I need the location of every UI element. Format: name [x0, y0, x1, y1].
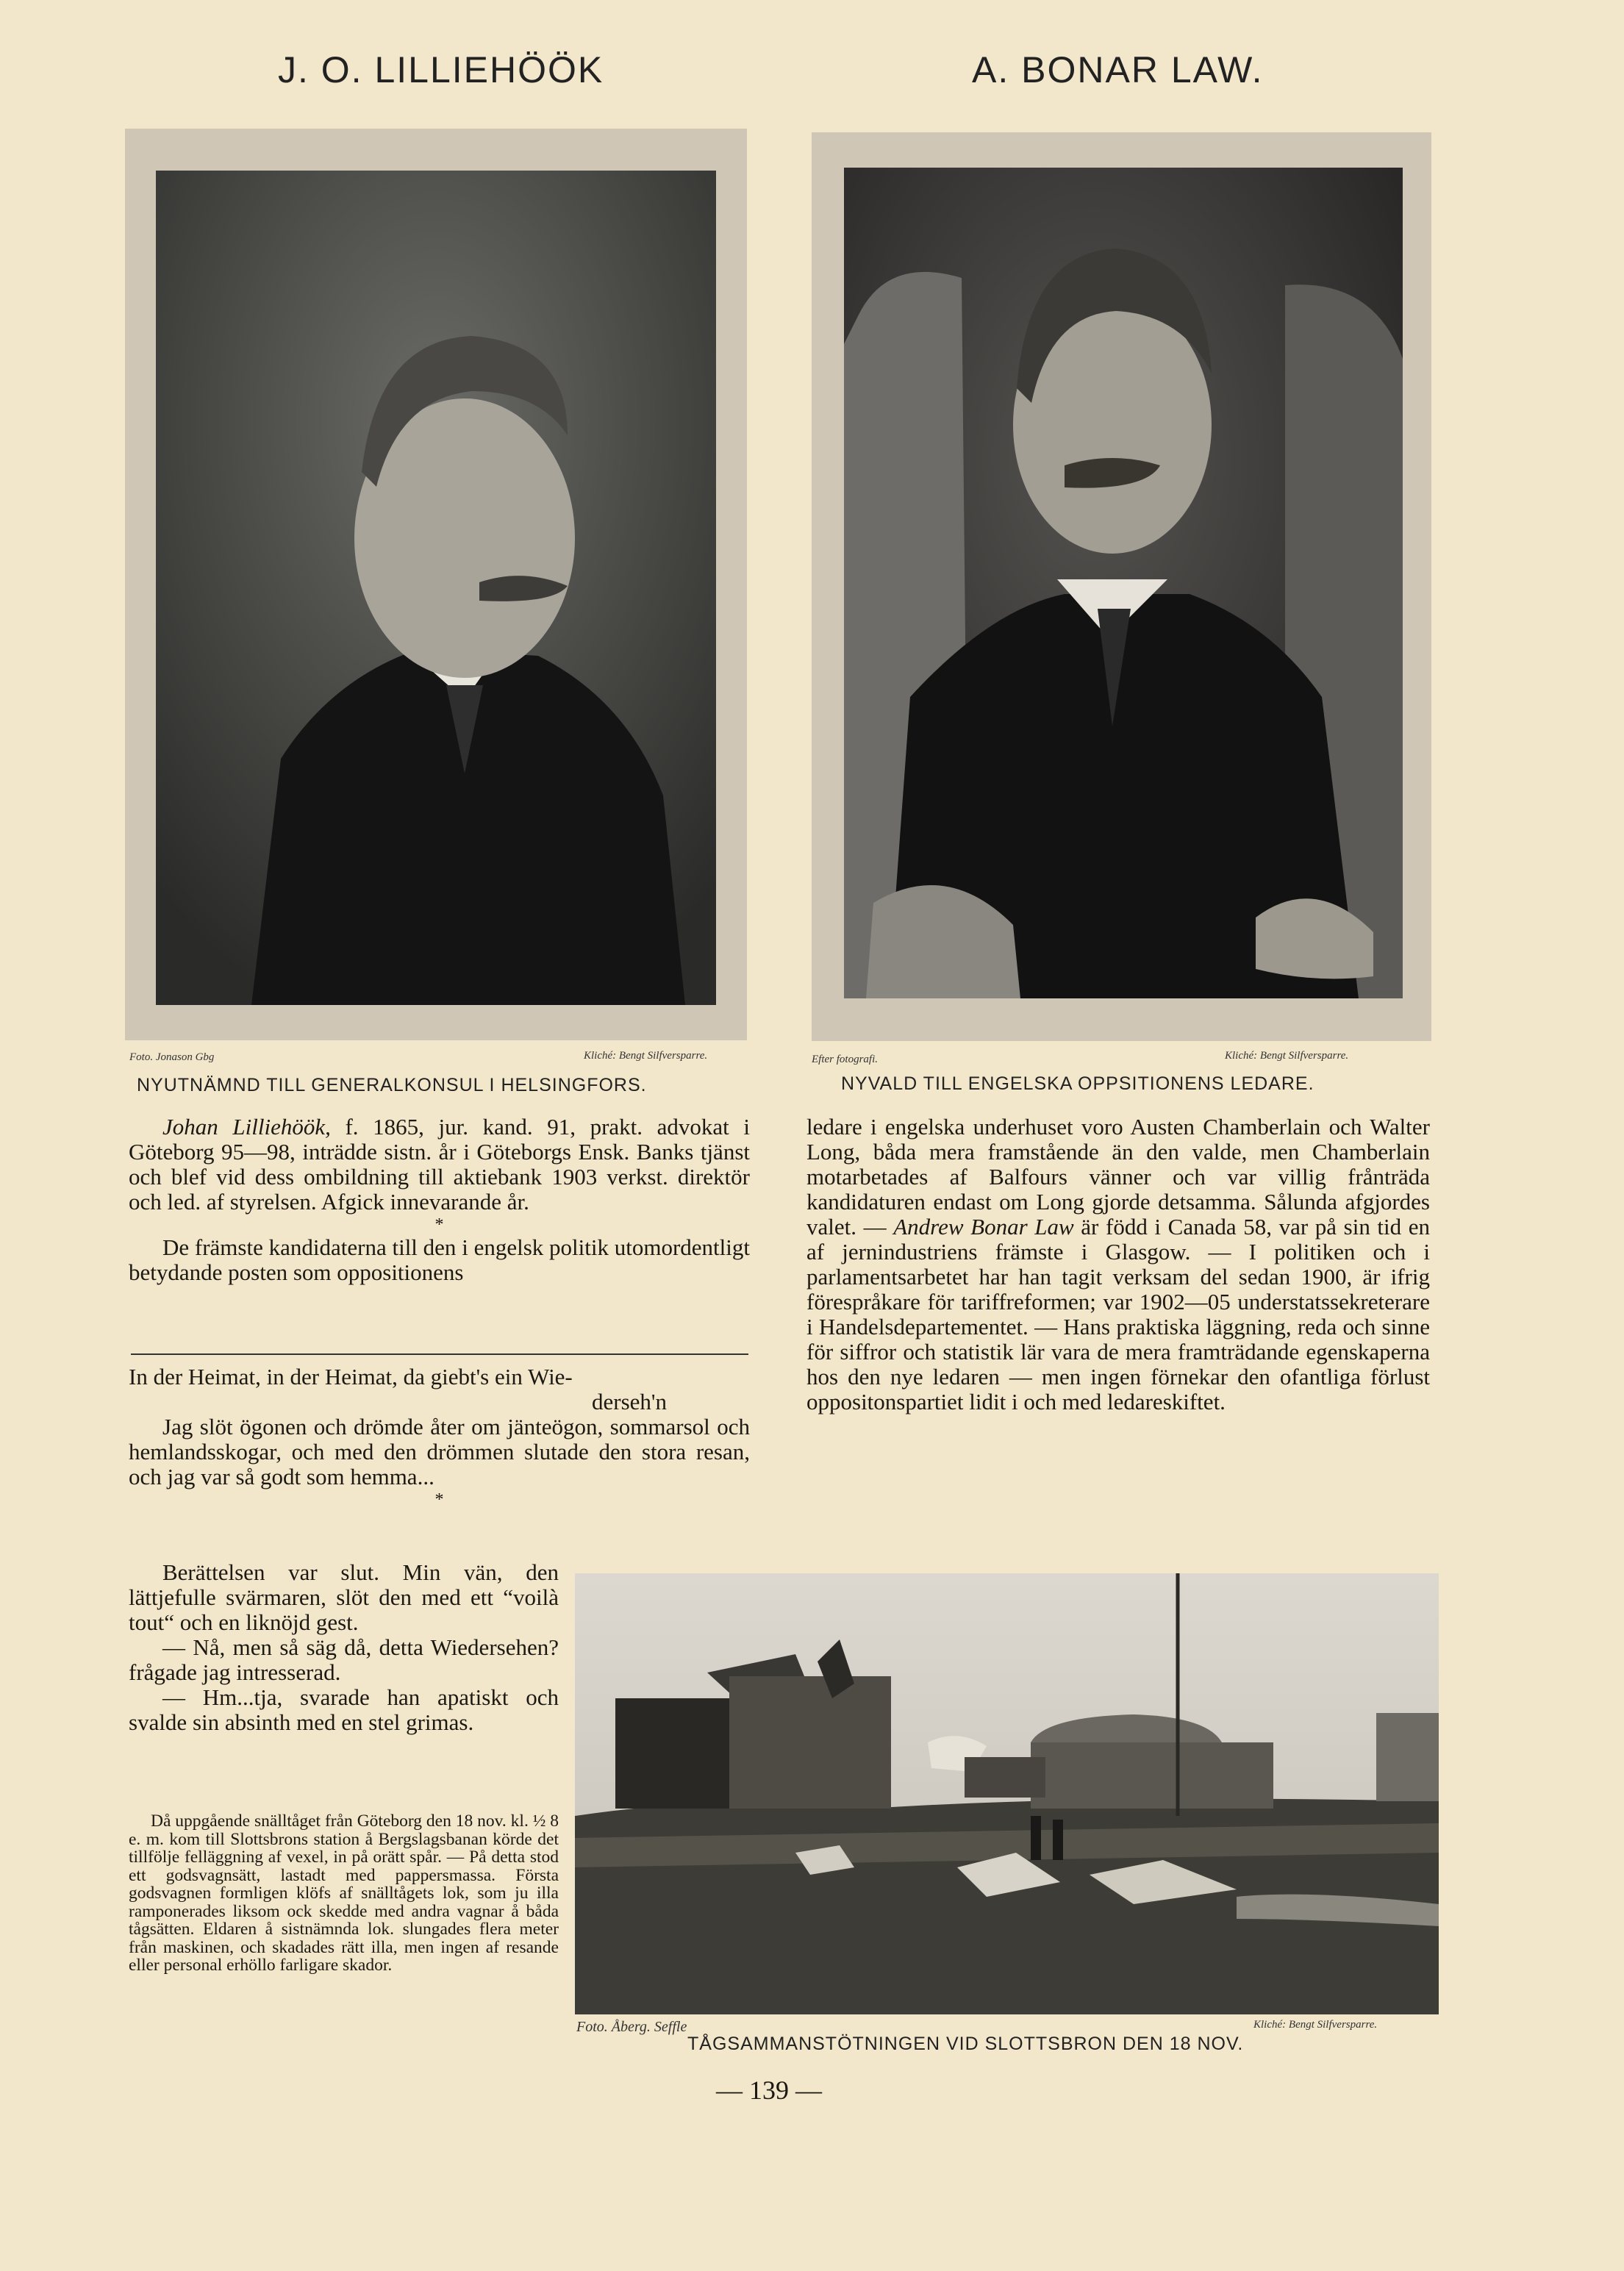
section-divider	[131, 1353, 748, 1355]
left-portrait-caption: NYUTNÄMND TILL GENERALKONSUL I HELSINGFORS.	[137, 1075, 647, 1095]
left-article-name: Johan Lilliehöök,	[162, 1114, 331, 1140]
story-separator: *	[434, 1490, 444, 1509]
left-photo-credit: Foto. Jonason Gbg	[129, 1051, 215, 1063]
left-article-intro: De främste kandidaterna till den i engelsk politik utomordentligt betydande posten som oppositionens	[129, 1234, 750, 1285]
story-bottom	[129, 1560, 559, 1735]
header-right-name: A. BONAR LAW.	[972, 49, 1264, 90]
accident-text: Då uppgående snälltåget från Göteborg den 18 nov. kl. ½ 8 e. m. kom till Slottsbrons station å Bergslagsbanan körde det tillfölje felläggning af vexel, in på orätt spår. — På detta stod ett godsvagnsätt, lastadt med pappersmassa. Första godsvagnen formligen klöfs af snälltågets lok, som ju illa ramponerades liksom ock skedde med andra vagnar å båda tågsätten. Eldaren å sistnämnda lok. slungades flera meter från maskinen, och skadades rätt illa, men ingen af resande eller personal erhöllo farligare skador.	[129, 1812, 559, 1975]
story-song-line1: In der Heimat, in der Heimat, da giebt's ein Wie-	[129, 1364, 573, 1390]
story-para4: — Hm...tja, svarade han apatiskt och svalde sin absinth med en stel grimas.	[129, 1684, 559, 1735]
right-portrait-photo	[844, 168, 1403, 998]
accident-text-block	[129, 1812, 559, 1975]
left-article	[129, 1115, 750, 1285]
left-cliche-credit: Kliché: Bengt Silfversparre.	[584, 1050, 708, 1062]
page-number: — 139 —	[716, 2075, 822, 2105]
right-article-name: Andrew Bonar Law	[893, 1214, 1074, 1240]
train-photo-credit: Foto. Åberg. Seffle	[576, 2019, 687, 2035]
right-cliche-credit: Kliché: Bengt Silfversparre.	[1225, 1050, 1349, 1062]
right-article	[806, 1115, 1430, 1415]
right-article-text-before: ledare i engelska underhuset voro Austen Chamberlain och Walter Long, båda mera framstående än den valde, men Chamberlain motarbetades af Balfours vänner och var villig frånträda kandidaturen endast om Long gjorde detsamma. Sålunda afgjordes valet. —	[806, 1114, 1430, 1240]
train-cliche-credit: Kliché: Bengt Silfversparre.	[1253, 2019, 1378, 2031]
story-para1: Jag slöt ögonen och drömde åter om jänteögon, sommarsol och hemlandsskogar, och med den drömmen slutade den stora resan, och jag var så godt som hemma...	[129, 1414, 750, 1489]
right-portrait-caption: NYVALD TILL ENGELSKA OPPSITIONENS LEDARE.	[841, 1073, 1314, 1094]
story-top	[129, 1365, 750, 1510]
story-para3: — Nå, men så säg då, detta Wiedersehen? frågade jag intresserad.	[129, 1634, 559, 1685]
story-song-line2: derseh'n	[592, 1389, 667, 1415]
left-article-separator: *	[434, 1215, 444, 1234]
train-accident-photo	[575, 1573, 1439, 2014]
left-portrait-photo	[156, 171, 716, 1005]
train-photo-caption: TÅGSAMMANSTÖTNINGEN VID SLOTTSBRON DEN 18 NOV.	[687, 2034, 1244, 2054]
left-article-bio: f. 1865, jur. kand. 91, prakt. advokat i Göteborg 95—98, inträdde sistn. år i Göteborgs Ensk. Banks tjänst och blef vid dess ombildning till aktiebank 1903 verkst. direktör och led. af styrelsen. Afgick innevarande år.	[129, 1114, 751, 1215]
story-para2: Berättelsen var slut. Min vän, den lättjefulle svärmaren, slöt den med ett “voilà tout“ och en liknöjd gest.	[129, 1559, 559, 1635]
header-left-name: J. O. LILLIEHÖÖK	[278, 49, 604, 90]
right-article-text-after: är född i Canada 58, var på sin tid en af jernindustriens främste i Glasgow. — I politiken och i parlamentsarbetet har han tagit verksam del sedan 1900, är ifrig förespråkare för tariffreformen; var 1902—05 understatssekreterare i Handelsdepartementet. — Hans praktiska läggning, reda och sinne för siffror och statistik lär vara de mera framträdande egenskaperna hos den nye ledaren — men ingen förnekar den ofantliga förlust oppositonspartiet lidit i och med ledareskiftet.	[806, 1214, 1431, 1415]
right-photo-credit: Efter fotografi.	[812, 1054, 878, 1065]
